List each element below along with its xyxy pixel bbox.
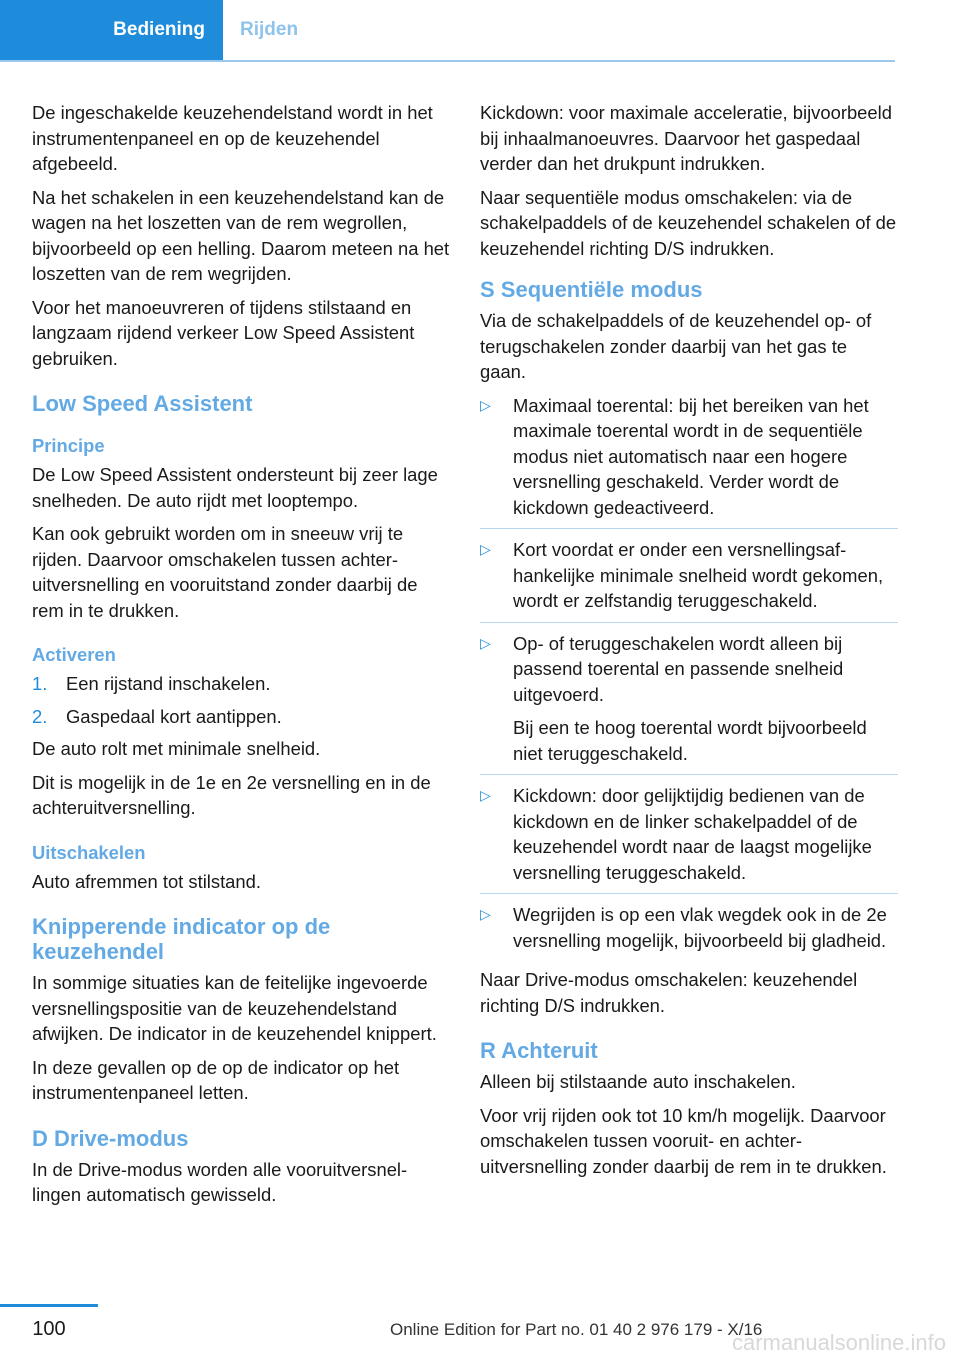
heading-r-achteruit: R Achteruit bbox=[480, 1038, 598, 1063]
step-number: 2. bbox=[32, 705, 48, 727]
step-number: 1. bbox=[32, 673, 48, 694]
bullet-text: Kort voordat er onder een versnellingsafhankelijke minimale snelheid wordt gekomen, wordt er zelfstandig teruggeschakeld. bbox=[513, 539, 884, 611]
paragraph: In deze gevallen op de op de indicator op het instrumentenpaneel letten. bbox=[32, 1056, 400, 1103]
triangle-bullet-icon: ▷ bbox=[480, 396, 491, 413]
bullet-text: Kickdown: door gelijktijdig bedienen van de kickdown en de linker schakelpaddel of de keuzehendel wordt naar de laagst mogelijke versnelling teruggeschakeld. bbox=[513, 785, 872, 883]
edition-info: Online Edition for Part no. 01 40 2 976 179 - X/16 bbox=[390, 1320, 763, 1339]
paragraph: Auto afremmen tot stilstand. bbox=[32, 870, 261, 892]
subheading-activeren: Activeren bbox=[32, 644, 116, 665]
paragraph: De auto rolt met minimale snelheid. bbox=[32, 738, 321, 759]
left-column bbox=[32, 100, 450, 1216]
paragraph: In de Drive-modus worden alle vooruitversnellingen automatisch gewisseld. bbox=[32, 1158, 408, 1205]
paragraph: Naar Drive-modus omschakelen: keuzehendel richting D/S indrukken. bbox=[480, 969, 858, 1016]
paragraph: Via de schakelpaddels of de keuzehendel op- of terugschakelen zonder daarbij van het gas te gaan. bbox=[480, 310, 872, 382]
bullet-list bbox=[480, 393, 898, 962]
list-item bbox=[480, 783, 898, 894]
triangle-bullet-icon: ▷ bbox=[480, 541, 491, 557]
subheading-principe: Principe bbox=[32, 435, 105, 456]
tab-bediening[interactable]: Bediening bbox=[0, 0, 223, 60]
triangle-bullet-icon: ▷ bbox=[480, 906, 491, 922]
tab-rijden[interactable]: Rijden bbox=[240, 19, 299, 40]
paragraph: Kickdown: voor maximale acceleratie, bijvoorbeeld bij inhaalmanoeuvres. Daarvoor het gaspedaal verder dan het drukpunt indrukken. bbox=[480, 102, 892, 174]
footer-divider bbox=[0, 1304, 98, 1307]
paragraph: Alleen bij stilstaande auto inschakelen. bbox=[480, 1071, 796, 1092]
paragraph: Voor het manoeuvreren of tijdens stilstaand en langzaam rijdend verkeer Low Speed Assistent gebruiken. bbox=[32, 296, 415, 369]
heading-low-speed-assistent: Low Speed Assistent bbox=[32, 391, 253, 416]
list-item bbox=[480, 393, 898, 530]
list-item bbox=[480, 631, 898, 776]
paragraph: De ingeschakelde keuzehendelstand wordt in het instrumentenpaneel en op de keuzehendel afgebeeld. bbox=[32, 102, 433, 174]
paragraph: Voor vrij rijden ook tot 10 km/h mogelijk. Daarvoor omschakelen tussen vooruit- en achteruitversnelling zonder daarbij de rem in te drukken. bbox=[480, 1104, 887, 1177]
paragraph: Na het schakelen in een keuzehendelstand kan de wagen na het loszetten van de rem wegrollen, bijvoorbeeld op een helling. Daarom meteen na het loszetten van de rem wegrijden. bbox=[32, 186, 450, 284]
paragraph: Naar sequentiële modus omschakelen: via de schakelpaddels of de keuzehendel schakelen of de keuzehendel richting D/S indrukken. bbox=[480, 186, 897, 259]
page-number: 100 bbox=[32, 1318, 66, 1340]
watermark: carmanualsonline.info bbox=[731, 1330, 946, 1355]
bullet-extra-text: Bij een te hoog toerental wordt bijvoorbeeld niet teruggeschakeld. bbox=[513, 717, 867, 764]
heading-knipperende-indicator: Knipperende indicator op de keuzehendel bbox=[32, 914, 331, 964]
list-item bbox=[480, 537, 898, 623]
subheading-uitschakelen: Uitschakelen bbox=[32, 841, 146, 863]
step-text: Gaspedaal kort aantippen. bbox=[66, 705, 282, 727]
heading-drive-modus: D Drive-modus bbox=[32, 1125, 189, 1151]
page-header bbox=[0, 0, 960, 64]
paragraph: In sommige situaties kan de feitelijke ingevoerde versnellingspositie van de keuzehendelstand afwijken. De indicator in de keuzehendel knippert. bbox=[32, 972, 437, 1044]
list-item bbox=[480, 902, 898, 961]
list-item bbox=[32, 704, 450, 730]
heading-sequentiele-modus: S Sequentiële modus bbox=[480, 277, 703, 302]
paragraph: De Low Speed Assistent ondersteunt bij zeer lage snelheden. De auto rijdt met looptempo. bbox=[32, 464, 438, 511]
paragraph: Kan ook gebruikt worden om in sneeuw vrij te rijden. Daarvoor omschakelen tussen achteruitversnelling en vooruitstand zonder daarbij de rem in te drukken. bbox=[32, 523, 418, 621]
step-text: Een rijstand inschakelen. bbox=[66, 673, 271, 694]
bullet-text: Op- of teruggeschakelen wordt alleen bij passend toerental en passende snelheid uitgevoerd. bbox=[513, 632, 844, 705]
triangle-bullet-icon: ▷ bbox=[480, 787, 491, 803]
triangle-bullet-icon: ▷ bbox=[480, 634, 491, 651]
paragraph: Dit is mogelijk in de 1e en 2e versnelling en in de achteruitversnelling. bbox=[32, 771, 431, 818]
steps-list bbox=[32, 671, 450, 729]
bullet-text: Wegrijden is op een vlak wegdek ook in de 2e versnelling mogelijk, bijvoorbeeld bij gladheid. bbox=[513, 904, 887, 951]
list-item bbox=[32, 671, 450, 697]
right-column bbox=[480, 100, 898, 1187]
header-divider bbox=[0, 60, 895, 62]
bullet-text: Maximaal toerental: bij het bereiken van het maximale toerental wordt in de sequentiële modus niet automatisch naar een hogere versnelling geschakeld. Verder wordt de kickdown gedeactiveerd. bbox=[513, 394, 869, 518]
